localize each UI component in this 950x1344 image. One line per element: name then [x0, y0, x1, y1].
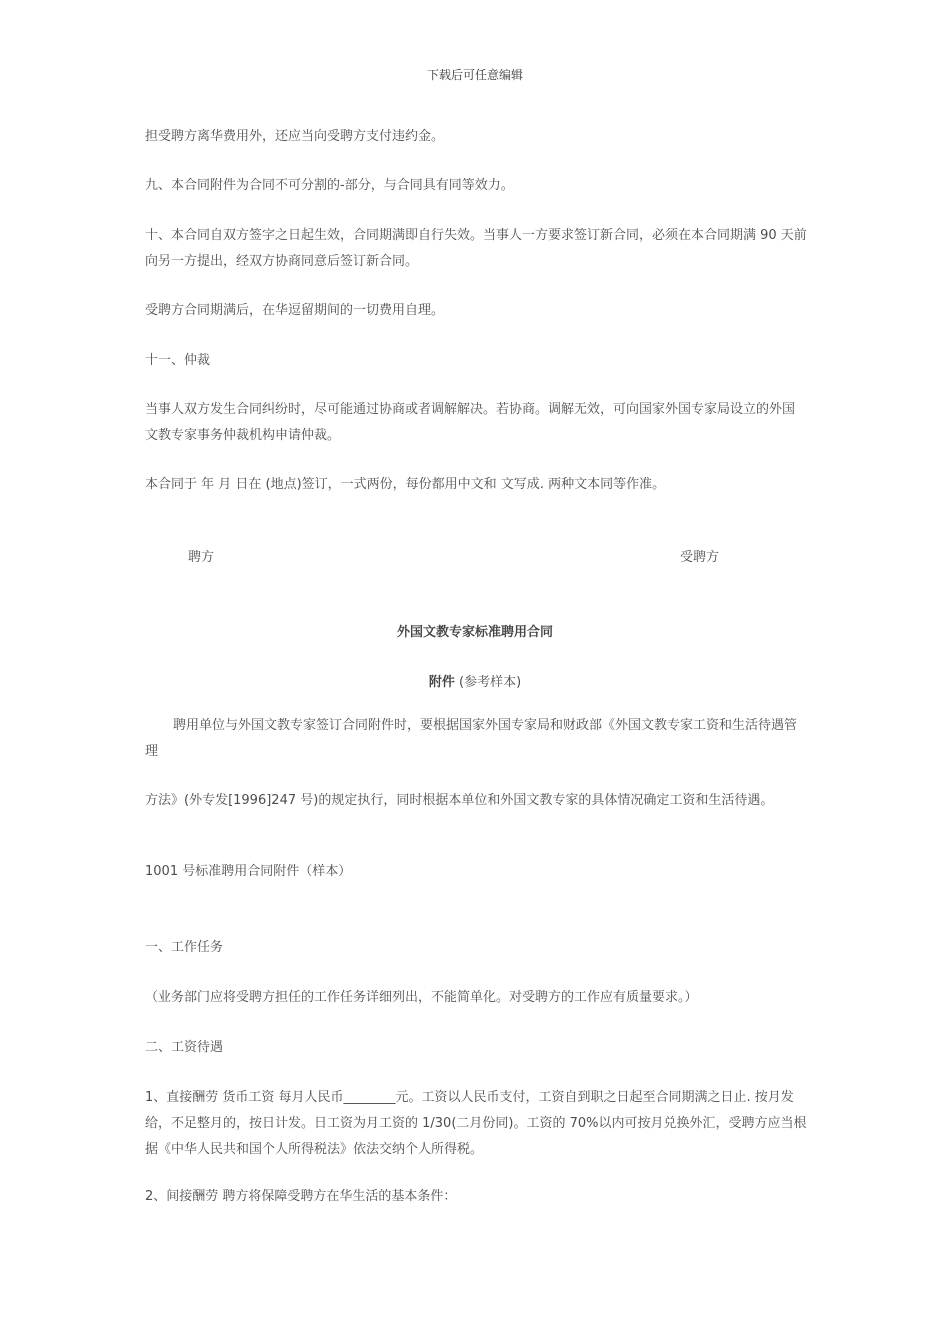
attachment-subtitle-bold: 附件: [428, 675, 455, 690]
sample-title: 1001 号标准聘用合同附件（样本）: [145, 864, 352, 879]
signature-employee: 受聘方: [680, 550, 720, 565]
clause-arbitration: 当事人双方发生合同纠纷时，尽可能通过协商或者调解解决。若协商。调解无效，可向国家外国专家局设立的外国文教专家事务仲裁机构申请仲裁。: [145, 402, 796, 443]
salary-item-direct: 1、直接酬劳 货币工资 每月人民币________元。工资以人民币支付，工资自到职之日起至合同期满之日止. 按月发给，不足整月的，按日计发。日工资为月工资的 1/30(二月份同)。工资的 70%以内可按月兑换外汇，受聘方应当根据《中华人民共和国个人所得税法》依法交纳个人所得税。: [145, 1090, 807, 1157]
signature-employer: 聘方: [188, 550, 215, 565]
salary-item-indirect: 2、间接酬劳 聘方将保障受聘方在华生活的基本条件：: [145, 1189, 457, 1204]
clause-ten: 十、本合同自双方签字之日起生效，合同期满即自行失效。当事人一方要求签订新合同，必须在本合同期满 90 天前向另一方提出，经双方协商同意后签订新合同。: [145, 228, 807, 269]
section-work-tasks: 一、工作任务: [145, 940, 224, 955]
section-salary: 二、工资待遇: [145, 1040, 224, 1055]
section-work-tasks-note: （业务部门应将受聘方担任的工作任务详细列出，不能简单化。对受聘方的工作应有质量要求。）: [145, 990, 698, 1005]
clause-penalty: 担受聘方离华费用外，还应当向受聘方支付违约金。: [145, 129, 445, 144]
attachment-intro: 聘用单位与外国文教专家签订合同附件时，要根据国家外国专家局和财政部《外国文教专家工资和生活待遇管理: [145, 718, 798, 759]
clause-nine: 九、本合同附件为合同不可分割的-部分，与合同具有同等效力。: [145, 178, 514, 193]
page-header: 下载后可任意编辑: [426, 68, 523, 82]
clause-eleven-heading: 十一、仲裁: [145, 353, 211, 368]
attachment-title: 外国文教专家标准聘用合同: [396, 625, 553, 640]
attachment-subtitle-rest: (参考样本): [454, 675, 522, 690]
attachment-intro-cont: 方法》(外专发[1996]247 号)的规定执行，同时根据本单位和外国文教专家的具体情况确定工资和生活待遇。: [145, 793, 774, 808]
clause-signing: 本合同于 年 月 日在 (地点)签订，一式两份，每份都用中文和 文写成. 两种文本同等作准。: [145, 477, 666, 492]
attachment-subtitle: [0, 671, 950, 690]
clause-expenses: 受聘方合同期满后，在华逗留期间的一切费用自理。: [145, 303, 445, 318]
